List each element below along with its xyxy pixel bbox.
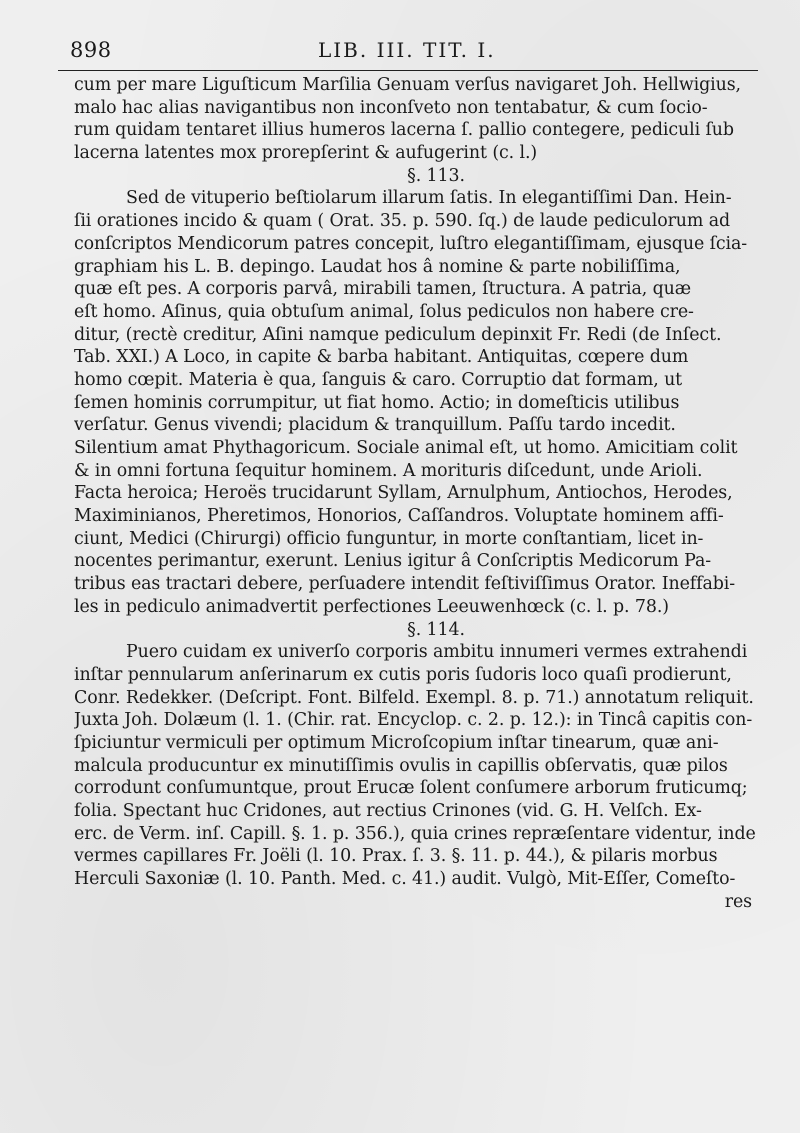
paragraph-first-line: Puero cuidam ex univerſo corporis ambitu innumeri vermes extrahendi (126, 642, 748, 663)
text-line: Tab. XXI.) A Loco, in capite & barba habitant. Antiquitas, cœpere dum (74, 347, 689, 368)
text-line: quæ eſt pes. A corporis parvâ, mirabili tamen, ſtructura. A patria, quæ (74, 279, 691, 300)
text-line: eſt homo. Aſinus, quia obtuſum animal, ſolus pediculos non habere cre- (74, 301, 694, 322)
text-line: ſemen hominis corrumpitur, ut fiat homo. Actio; in domeſticis utilibus (74, 392, 680, 413)
section-heading: §. 113. (407, 165, 465, 186)
text-line: verſatur. Genus vivendi; placidum & tranquillum. Paſſu tardo incedit. (74, 415, 676, 436)
text-line: corrodunt conſumuntque, prout Erucæ ſolent conſumere arborum fruticumq; (74, 778, 748, 799)
text-line: & in omni fortuna ſequitur hominem. A morituris diſcedunt, unde Arioli. (74, 460, 703, 481)
text-line: inſtar pennularum anſerinarum ex cutis poris ſudoris loco quaſi prodierunt, (74, 664, 732, 685)
running-head: LIB. III. TIT. I. (318, 38, 496, 62)
text-line: conſcriptos Mendicorum patres concepit, luſtro elegantiſſimam, ejusque ſcia- (74, 233, 748, 254)
text-line: vermes capillares Fr. Joëli (l. 10. Prax. ſ. 3. §. 11. p. 44.), & pilaris morbus (74, 846, 718, 867)
text-line: erc. de Verm. inſ. Capill. §. 1. p. 356.), quia crines repræſentare videntur, inde (74, 823, 756, 844)
text-line: Juxta Joh. Dolæum (l. 1. (Chir. rat. Encyclop. c. 2. p. 12.): in Tincâ capitis con- (74, 710, 753, 731)
text-line: nocentes perimantur, exerunt. Lenius igitur â Conſcriptis Medicorum Pa- (74, 551, 711, 572)
body-text (74, 74, 758, 913)
text-line: tribus eas tractari debere, perſuadere intendit feſtiviſſimus Orator. Ineffabi- (74, 574, 736, 595)
text-line: Maximinianos, Pheretimos, Honorios, Caſſandros. Voluptate hominem affi- (74, 506, 724, 527)
text-line: Facta heroica; Heroës trucidarunt Syllam, Arnulphum, Antiochos, Herodes, (74, 483, 733, 504)
catchword: res (724, 891, 752, 912)
text-line: Silentium amat Phythagoricum. Sociale animal eſt, ut homo. Amicitiam colit (74, 438, 738, 458)
text-line: lacerna latentes mox prorepſerint & aufugerint (c. l.) (74, 143, 538, 164)
text-line: ſii orationes incido & quam ( Orat. 35. p. 590. ſq.) de laude pediculorum ad (74, 211, 731, 232)
text-line: cum per mare Liguſticum Marſilia Genuam verſus navigaret Joh. Hellwigius, (74, 75, 741, 95)
text-line: ſpiciuntur vermiculi per optimum Microſcopium inſtar tinearum, quæ ani- (74, 732, 719, 753)
text-line: malo hac alias navigantibus non inconſveto non tentabatur, & cum ſocio- (74, 97, 708, 118)
page-header (70, 36, 750, 66)
text-line: Conr. Redekker. (Deſcript. Font. Bilfeld. Exempl. 8. p. 71.) annotatum reliquit. (74, 687, 754, 708)
paragraph-first-line: Sed de vituperio beſtiolarum illarum ſatis. In elegantiſſimi Dan. Hein- (126, 188, 732, 209)
text-line: malcula producuntur ex minutiſſimis ovulis in capillis obſervatis, quæ pilos (74, 755, 728, 776)
text-line: ditur, (rectè creditur, Aſini namque pediculum depinxit Fr. Redi (de Inſect. (74, 324, 722, 345)
text-line: les in pediculo animadvertit perfectiones Leeuwenhœck (c. l. p. 78.) (74, 596, 669, 617)
text-line: ciunt, Medici (Chirurgi) officio funguntur, in morte conſtantiam, licet in- (74, 528, 704, 549)
text-line: Herculi Saxoniæ (l. 10. Panth. Med. c. 41.) audit. Vulgò, Mit-Eſſer, Comeſto- (74, 869, 736, 890)
header-rule (58, 70, 758, 71)
section-heading: §. 114. (407, 619, 465, 640)
page-number: 898 (70, 38, 112, 62)
text-line: graphiam his L. B. depingo. Laudat hos â nomine & parte nobiliſſima, (74, 256, 681, 277)
text-line: homo cœpit. Materia è qua, ſanguis & caro. Corruptio dat formam, ut (74, 369, 683, 390)
text-line: folia. Spectant huc Cridones, aut rectius Crinones (vid. G. H. Velſch. Ex- (74, 801, 702, 821)
text-line: rum quidam tentaret illius humeros lacerna ſ. pallio contegere, pediculi ſub (74, 120, 734, 141)
